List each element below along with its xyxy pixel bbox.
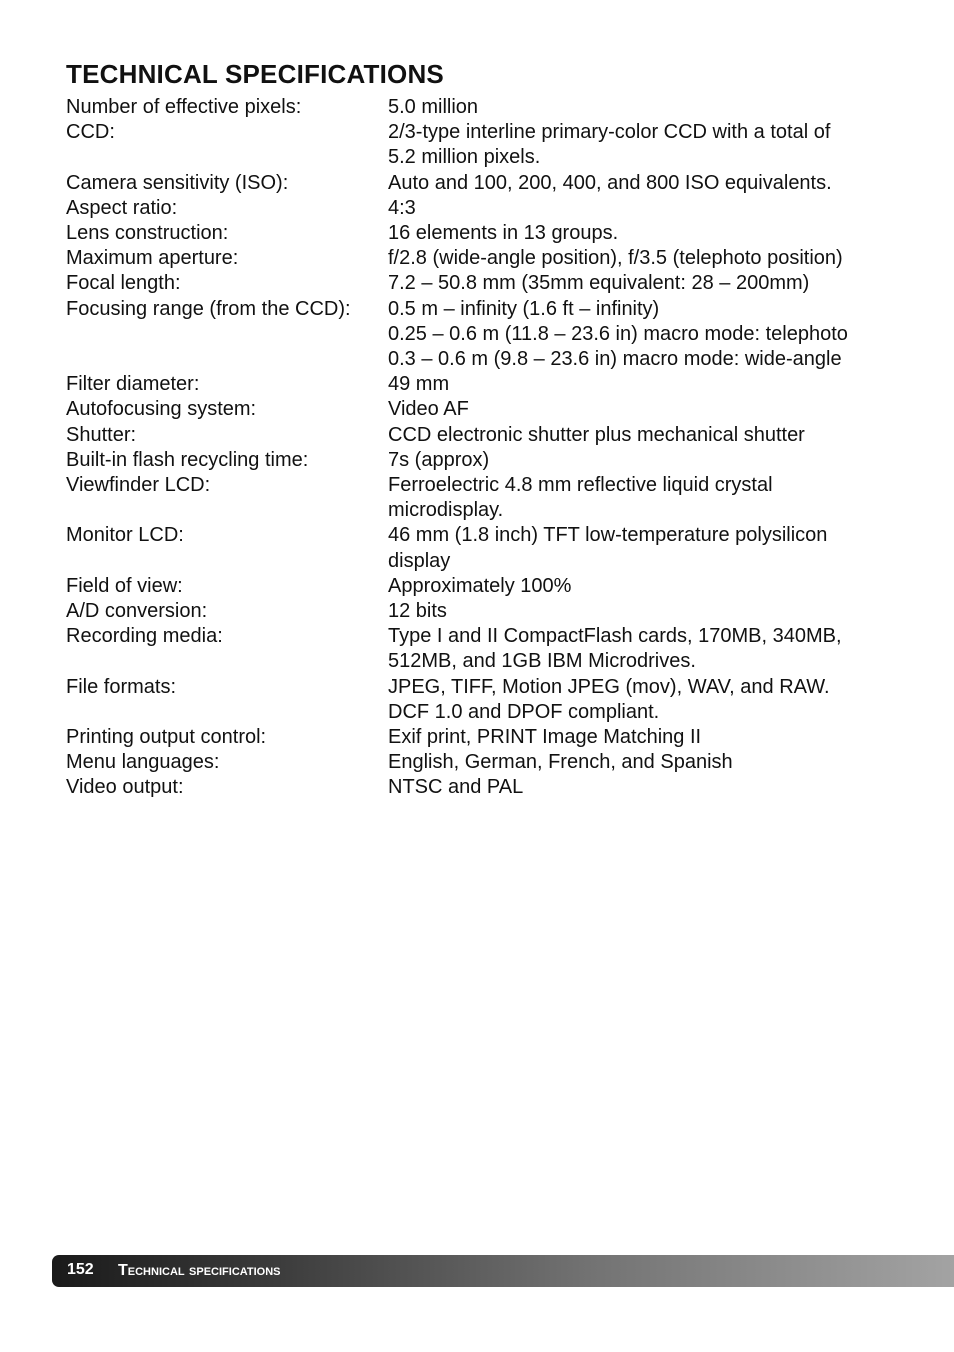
spec-value-line: JPEG, TIFF, Motion JPEG (mov), WAV, and RAW. <box>388 675 830 698</box>
spec-row <box>66 171 896 196</box>
spec-label: Autofocusing system: <box>66 398 257 421</box>
spec-value-line: f/2.8 (wide-angle position), f/3.5 (telephoto position) <box>388 247 843 270</box>
spec-label: File formats: <box>66 675 177 698</box>
spec-values <box>388 423 896 448</box>
spec-values <box>388 448 896 473</box>
spec-label: Maximum aperture: <box>66 247 239 270</box>
spec-row <box>66 246 896 271</box>
spec-row <box>66 599 896 624</box>
spec-row <box>66 725 896 750</box>
spec-value-line: 5.0 million <box>388 96 479 118</box>
spec-list <box>66 95 896 801</box>
spec-row <box>66 473 896 523</box>
spec-values <box>388 675 896 725</box>
spec-label: Recording media: <box>66 625 223 648</box>
spec-label: Aspect ratio: <box>66 196 178 219</box>
spec-label: Printing output control: <box>66 726 267 749</box>
spec-values <box>388 750 896 775</box>
spec-row <box>66 221 896 246</box>
spec-value-line: NTSC and PAL <box>388 776 524 799</box>
spec-values <box>388 171 896 196</box>
spec-value-line: 16 elements in 13 groups. <box>388 222 619 245</box>
spec-label: Lens construction: <box>66 222 229 245</box>
spec-values <box>388 624 896 674</box>
spec-value-line: 0.5 m – infinity (1.6 ft – infinity) <box>388 297 660 320</box>
spec-values <box>388 120 896 170</box>
spec-row <box>66 397 896 422</box>
spec-value-line: 5.2 million pixels. <box>388 146 541 169</box>
spec-label: Video output: <box>66 776 184 799</box>
spec-row <box>66 675 896 725</box>
page-number: 152 <box>67 1261 94 1278</box>
spec-value-line: DCF 1.0 and DPOF compliant. <box>388 700 660 723</box>
spec-value-line: Ferroelectric 4.8 mm reflective liquid crystal <box>388 474 773 497</box>
spec-values <box>388 246 896 271</box>
spec-value-line: 512MB, and 1GB IBM Microdrives. <box>388 650 696 673</box>
spec-row <box>66 574 896 599</box>
spec-values <box>388 599 896 624</box>
footer-section-title: Technical specifications <box>118 1262 281 1279</box>
spec-value-line: CCD electronic shutter plus mechanical shutter <box>388 423 805 446</box>
spec-label: A/D conversion: <box>66 600 208 623</box>
spec-label: Monitor LCD: <box>66 524 184 547</box>
spec-row <box>66 372 896 397</box>
spec-row <box>66 775 896 800</box>
spec-label: Focal length: <box>66 272 181 295</box>
spec-row <box>66 95 896 120</box>
spec-row <box>66 750 896 775</box>
spec-label: Built-in flash recycling time: <box>66 448 309 471</box>
spec-values <box>388 523 896 573</box>
spec-value-line: 2/3-type interline primary-color CCD with a total of <box>388 121 831 144</box>
spec-label: Focusing range (from the CCD): <box>66 297 351 320</box>
spec-row <box>66 297 896 373</box>
spec-row <box>66 196 896 221</box>
spec-label: CCD: <box>66 121 115 144</box>
spec-value-line: English, German, French, and Spanish <box>388 751 733 774</box>
spec-value-line: 49 mm <box>388 373 450 396</box>
footer-bar <box>52 1255 954 1287</box>
spec-values <box>388 221 896 246</box>
spec-value-line: Type I and II CompactFlash cards, 170MB, 340MB, <box>388 625 842 648</box>
spec-value-line: 7.2 – 50.8 mm (35mm equivalent: 28 – 200mm) <box>388 272 810 295</box>
spec-values <box>388 196 896 221</box>
spec-value-line: 12 bits <box>388 600 447 623</box>
spec-label: Number of effective pixels: <box>66 96 302 118</box>
spec-values <box>388 574 896 599</box>
spec-label: Filter diameter: <box>66 373 200 396</box>
spec-label: Field of view: <box>66 574 183 597</box>
spec-value-line: Video AF <box>388 398 469 421</box>
spec-row <box>66 423 896 448</box>
spec-row <box>66 523 896 573</box>
spec-value-line: Auto and 100, 200, 400, and 800 ISO equivalents. <box>388 171 832 194</box>
spec-values <box>388 297 896 373</box>
spec-row <box>66 271 896 296</box>
spec-value-line: Approximately 100% <box>388 574 572 597</box>
spec-value-line: 0.25 – 0.6 m (11.8 – 23.6 in) macro mode: telephoto <box>388 322 848 345</box>
spec-row <box>66 448 896 473</box>
spec-value-line: 46 mm (1.8 inch) TFT low-temperature polysilicon <box>388 524 828 547</box>
spec-value-line: microdisplay. <box>388 499 504 522</box>
spec-label: Viewfinder LCD: <box>66 474 211 497</box>
spec-values <box>388 725 896 750</box>
spec-values <box>388 95 896 120</box>
spec-value-line: 4:3 <box>388 196 416 219</box>
spec-label: Menu languages: <box>66 751 220 774</box>
spec-value-line: 7s (approx) <box>388 448 490 471</box>
spec-values <box>388 473 896 523</box>
spec-values <box>388 271 896 296</box>
spec-values <box>388 775 896 800</box>
spec-label: Camera sensitivity (ISO): <box>66 171 289 194</box>
spec-label: Shutter: <box>66 423 137 446</box>
spec-value-line: Exif print, PRINT Image Matching II <box>388 726 702 749</box>
page-title: TECHNICAL SPECIFICATIONS <box>66 59 444 89</box>
spec-value-line: 0.3 – 0.6 m (9.8 – 23.6 in) macro mode: wide-angle <box>388 348 842 371</box>
spec-row <box>66 624 896 674</box>
spec-values <box>388 372 896 397</box>
spec-row <box>66 120 896 170</box>
spec-value-line: display <box>388 549 451 572</box>
spec-values <box>388 397 896 422</box>
